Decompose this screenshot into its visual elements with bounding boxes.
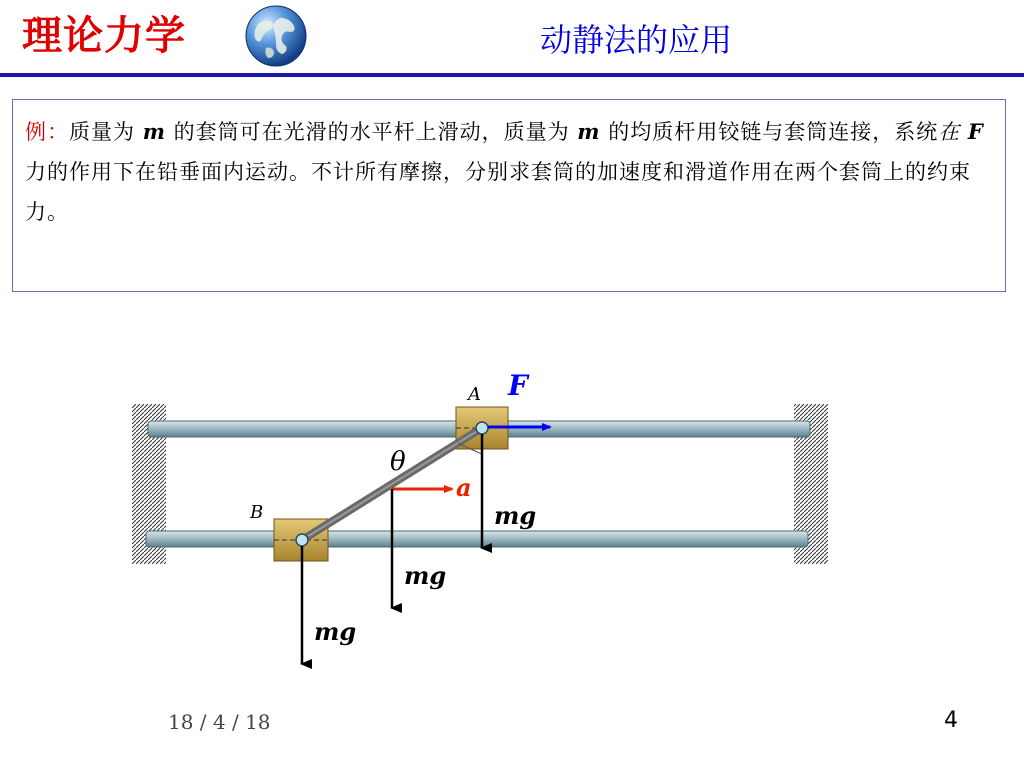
problem-statement-box: [12, 99, 1006, 292]
label-b: B: [250, 502, 264, 523]
pin-a: [476, 422, 488, 434]
label-accel: a: [456, 473, 472, 502]
lower-rail: [146, 531, 808, 547]
weight-label-a: mg: [494, 501, 537, 530]
label-theta: θ: [390, 447, 406, 477]
mass-symbol-1: m: [142, 119, 166, 144]
course-logo-title: 理论力学: [22, 13, 186, 59]
page-number: 4: [944, 708, 958, 733]
mechanism-diagram: [0, 300, 1024, 680]
globe-icon: [244, 4, 308, 68]
example-lead: 例：: [25, 120, 69, 144]
problem-text-part-2: 的套筒可在光滑的水平杆上滑动，质量为: [165, 120, 578, 144]
weight-label-b: mg: [314, 617, 357, 646]
label-f: F: [508, 369, 528, 402]
footer-date: 18 / 4 / 18: [168, 710, 271, 734]
slide-header: [0, 0, 1024, 80]
problem-statement: [25, 112, 995, 232]
label-a: A: [468, 384, 481, 405]
header-divider: [0, 73, 1024, 77]
mass-symbol-2: m: [577, 119, 601, 144]
weight-label-rod: mg: [404, 561, 447, 590]
problem-text-part-4: 力的作用下在铅垂面内运动。不计所有摩擦，分别求套筒的加速度和滑道作用在两个套筒上的约束力。: [25, 160, 971, 224]
force-symbol: F: [967, 119, 984, 144]
problem-text-part-1: 质量为: [69, 120, 143, 144]
problem-text-part-3: 的均质杆用铰链与套筒连接，系统: [600, 120, 939, 144]
zai-italic: 在: [938, 120, 961, 144]
pin-b: [296, 534, 308, 546]
slide-title: 动静法的应用: [540, 21, 733, 59]
